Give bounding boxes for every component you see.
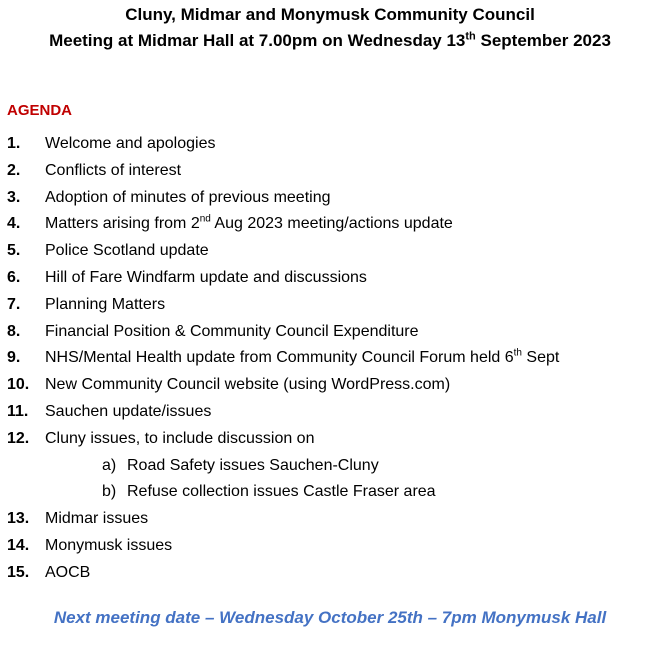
agenda-item-text-prefix: NHS/Mental Health update from Community Council Forum held 6 — [45, 349, 514, 367]
agenda-item-text: Planning Matters — [45, 295, 166, 313]
agenda-item-number: 13. — [7, 510, 30, 528]
agenda-sub-item — [7, 453, 657, 480]
agenda-item-text: Financial Position & Community Council Expenditure — [45, 322, 419, 340]
agenda-item-number: 3. — [7, 188, 21, 206]
agenda-item-text: Conflicts of interest — [45, 161, 182, 179]
agenda-item-text: Hill of Fare Windfarm update and discussions — [45, 268, 367, 286]
agenda-item-text — [45, 345, 559, 372]
meeting-details-suffix: September 2023 — [475, 31, 611, 50]
agenda-item-text: Police Scotland update — [45, 242, 209, 260]
agenda-sub-item-letter: b) — [102, 483, 117, 501]
agenda-item-text — [45, 211, 453, 238]
agenda-item-number: 5. — [7, 242, 21, 260]
agenda-item — [7, 372, 657, 399]
agenda-item — [7, 292, 657, 319]
agenda-item-text: Midmar issues — [45, 510, 149, 528]
agenda-item-number: 6. — [7, 268, 21, 286]
agenda-item-number: 9. — [7, 349, 21, 367]
agenda-item — [7, 560, 657, 587]
agenda-heading: AGENDA — [7, 102, 73, 119]
agenda-item-number: 4. — [7, 215, 21, 233]
council-title: Cluny, Midmar and Monymusk Community Council — [125, 5, 535, 24]
agenda-item-text-suffix: Sept — [521, 349, 560, 367]
agenda-sub-item-text: Refuse collection issues Castle Fraser area — [127, 483, 436, 501]
agenda-item — [7, 533, 657, 560]
agenda-item-number: 2. — [7, 161, 21, 179]
agenda-item — [7, 211, 657, 238]
agenda-list — [7, 131, 657, 587]
agenda-item-text: Sauchen update/issues — [45, 402, 212, 420]
agenda-item-text-prefix: Matters arising from 2 — [45, 215, 200, 233]
agenda-item — [7, 345, 657, 372]
agenda-item — [7, 131, 657, 158]
agenda-item-text: Cluny issues, to include discussion on — [45, 429, 315, 447]
agenda-item-text-suffix: Aug 2023 meeting/actions update — [210, 215, 453, 233]
agenda-item — [7, 426, 657, 453]
agenda-item-ordinal: nd — [199, 214, 211, 226]
agenda-sub-item — [7, 479, 657, 506]
agenda-item-number: 14. — [7, 536, 30, 554]
agenda-item-number: 7. — [7, 295, 21, 313]
agenda-item — [7, 319, 657, 346]
agenda-item — [7, 185, 657, 212]
agenda-item-text: AOCB — [45, 563, 91, 581]
meeting-details-prefix: Meeting at Midmar Hall at 7.00pm on Wednesday 13 — [49, 31, 466, 50]
agenda-sub-item-text: Road Safety issues Sauchen-Cluny — [127, 456, 379, 474]
agenda-item-text: Monymusk issues — [45, 536, 173, 554]
next-meeting-notice: Next meeting date – Wednesday October 25th – 7pm Monymusk Hall — [53, 608, 607, 627]
agenda-item-number: 15. — [7, 563, 30, 581]
agenda-item — [7, 399, 657, 426]
meeting-details — [0, 28, 660, 54]
agenda-sub-item-letter: a) — [102, 456, 117, 474]
agenda-item-number: 1. — [7, 135, 21, 152]
agenda-item-number: 8. — [7, 322, 21, 340]
meeting-details-ordinal: th — [465, 30, 476, 43]
agenda-item — [7, 158, 657, 185]
agenda-item — [7, 238, 657, 265]
agenda-item-number: 10. — [7, 376, 30, 394]
agenda-item — [7, 265, 657, 292]
agenda-item-ordinal: th — [513, 348, 522, 360]
agenda-item-text: New Community Council website (using WordPress.com) — [45, 376, 451, 394]
agenda-item — [7, 506, 657, 533]
agenda-item-text: Adoption of minutes of previous meeting — [45, 188, 331, 206]
document-header — [0, 2, 660, 54]
agenda-item-number: 11. — [7, 402, 29, 420]
agenda-item-number: 12. — [7, 429, 30, 447]
agenda-item-text: Welcome and apologies — [45, 135, 216, 152]
